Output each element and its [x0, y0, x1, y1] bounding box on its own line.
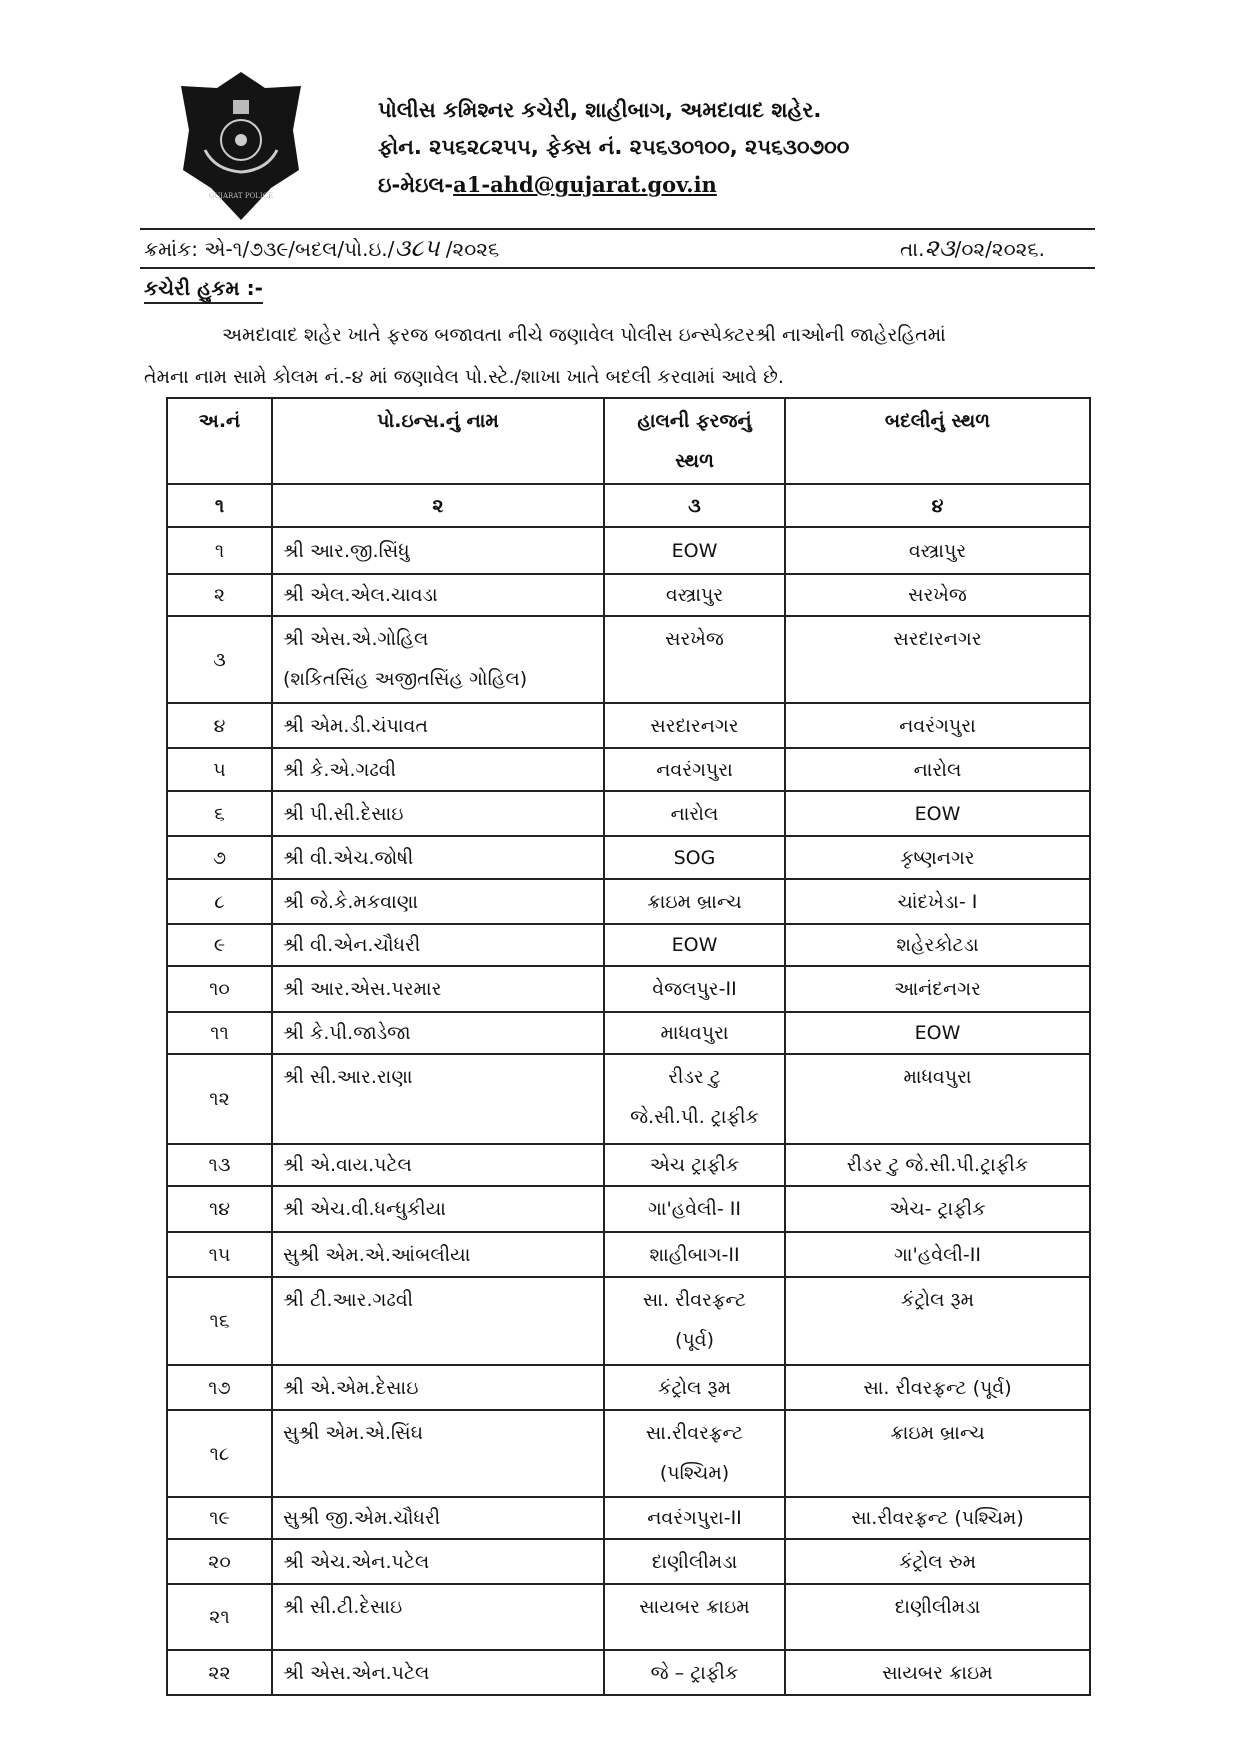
- column-number: ૪: [785, 484, 1090, 527]
- current-posting-cell: [604, 1497, 785, 1539]
- current-posting-cell: [604, 1277, 785, 1365]
- serial-number-cell: [167, 1277, 272, 1365]
- office-email-line: [378, 172, 717, 198]
- officer-name-cell-text: શ્રી એમ.ડી.ચંપાવત: [283, 714, 428, 737]
- serial-number-cell: [167, 1539, 272, 1584]
- gujarat-police-logo: [175, 70, 307, 222]
- current-posting-cell-text: ક્રાઇમ બ્રાન્ચ: [647, 890, 742, 913]
- table-row: [167, 836, 1090, 879]
- table-row: [167, 1410, 1090, 1497]
- current-posting-cell: [604, 527, 785, 574]
- current-posting-cell: [604, 616, 785, 703]
- officer-name-cell: [272, 574, 604, 616]
- serial-number-cell: [167, 1186, 272, 1232]
- date-handwritten-day: ૨૩: [924, 234, 955, 262]
- transfer-table: [166, 397, 1091, 1696]
- table-column-number-row: [167, 484, 1090, 527]
- transfer-posting-cell-text: કંટ્રોલ રૂમ: [900, 1289, 975, 1311]
- svg-text:GUJARAT POLICE: GUJARAT POLICE: [208, 192, 274, 200]
- table-row: [167, 924, 1090, 966]
- officer-name-cell-text: શ્રી એસ.એન.પટેલ: [283, 1661, 430, 1684]
- table-row: [167, 1650, 1090, 1695]
- officer-name-cell-text: (શકિતસિંહ અજીતસિંહ ગોહિલ): [283, 668, 528, 690]
- transfer-posting-cell: [785, 1054, 1090, 1144]
- serial-number-cell-text: ૩: [213, 648, 226, 671]
- officer-name-cell-text: શ્રી એચ.વી.ધન્ધુકીયા: [283, 1198, 446, 1220]
- current-posting-cell: [604, 748, 785, 791]
- transfer-posting-cell: [785, 616, 1090, 703]
- order-heading: કચેરી હુકમ :-: [144, 276, 263, 304]
- officer-name-cell-text: શ્રી કે.એ.ગઢવી: [283, 758, 397, 781]
- transfer-posting-cell-text: સા.રીવરફ્રન્ટ (પશ્ચિમ): [851, 1507, 1024, 1529]
- current-posting-cell-text: દાણીલીમડા: [651, 1550, 738, 1573]
- serial-number-cell: [167, 1410, 272, 1497]
- transfer-posting-cell-text: દાણીલીમડા: [894, 1596, 981, 1618]
- transfer-posting-cell-text: આનંદનગર: [894, 978, 981, 1000]
- current-posting-cell: [604, 703, 785, 748]
- current-posting-cell: [604, 1012, 785, 1054]
- table-row: [167, 1144, 1090, 1186]
- transfer-posting-cell-text: સાયબર ક્રાઇમ: [882, 1661, 993, 1684]
- officer-name-cell: [272, 1584, 604, 1650]
- order-paragraph-line1: અમદાવાદ શહેર ખાતે ફરજ બજાવતા નીચે જણાવેલ પોલીસ ઇન્સ્પેક્ટરશ્રી નાઓની જાહેરહિતમાં: [222, 324, 946, 346]
- officer-name-cell: [272, 1277, 604, 1365]
- current-posting-cell-text: EOW: [671, 934, 718, 956]
- current-posting-cell: [604, 1650, 785, 1695]
- officer-name-cell-text: શ્રી આર.એસ.પરમાર: [283, 978, 442, 1000]
- current-posting-cell: [604, 1232, 785, 1277]
- table-row: [167, 1277, 1090, 1365]
- current-posting-cell-text: કંટ્રોલ રૂમ: [657, 1376, 732, 1399]
- order-date: [900, 234, 1045, 262]
- current-posting-cell-text: સરખેજ: [665, 628, 724, 650]
- serial-number-cell: [167, 924, 272, 966]
- current-posting-cell-text: EOW: [671, 539, 718, 562]
- current-posting-cell-text: એચ ટ્રાફીક: [649, 1154, 740, 1176]
- date-prefix: તા.: [900, 237, 925, 261]
- current-posting-cell-text: નવરંગપુરા: [656, 758, 733, 781]
- officer-name-cell: [272, 616, 604, 703]
- serial-number-cell-text: ૧૨: [209, 1088, 230, 1110]
- transfer-posting-cell-text: કંટ્રોલ રુમ: [899, 1550, 976, 1573]
- current-posting-cell: [604, 574, 785, 616]
- current-posting-cell: [604, 1054, 785, 1144]
- table-row: [167, 574, 1090, 616]
- officer-name-cell: [272, 836, 604, 879]
- serial-number-cell-text: ૯: [213, 934, 226, 956]
- header-transfer-posting: બદલીનું સ્થળ: [785, 398, 1090, 484]
- serial-number-cell: [167, 1054, 272, 1144]
- serial-number-cell-text: ૧૬: [209, 1310, 230, 1332]
- current-posting-cell-text: (પૂર્વ): [675, 1329, 714, 1351]
- transfer-posting-cell: [785, 1365, 1090, 1410]
- transfer-posting-cell: [785, 1232, 1090, 1277]
- officer-name-cell: [272, 748, 604, 791]
- officer-name-cell-text: શ્રી સી.આર.રાણા: [283, 1066, 413, 1088]
- transfer-posting-cell: [785, 1186, 1090, 1232]
- table-row: [167, 703, 1090, 748]
- table-row: [167, 1497, 1090, 1539]
- table-row: [167, 966, 1090, 1012]
- table-row: [167, 1012, 1090, 1054]
- officer-name-cell: [272, 924, 604, 966]
- current-posting-cell: [604, 1584, 785, 1650]
- current-posting-cell: [604, 836, 785, 879]
- transfer-posting-cell-text: EOW: [914, 802, 961, 825]
- officer-name-cell-text: શ્રી એચ.એન.પટેલ: [283, 1550, 430, 1573]
- table-row: [167, 1232, 1090, 1277]
- transfer-posting-cell-text: EOW: [914, 1022, 961, 1044]
- current-posting-cell-text: સા. રીવરફ્રન્ટ: [642, 1289, 747, 1311]
- transfer-posting-cell-text: માધવપુરા: [903, 1066, 972, 1088]
- current-posting-cell-text: SOG: [673, 846, 716, 869]
- transfer-posting-cell-text: વસ્ત્રાપુર: [908, 539, 967, 562]
- transfer-posting-cell-text: ચાંદખેડા- I: [897, 890, 978, 913]
- serial-number-cell-text: ૧૭: [208, 1376, 231, 1399]
- transfer-posting-cell-text: નારોલ: [913, 758, 962, 781]
- table-row: [167, 1584, 1090, 1650]
- serial-number-cell: [167, 703, 272, 748]
- transfer-posting-cell: [785, 1497, 1090, 1539]
- serial-number-cell-text: ૧૩: [208, 1154, 231, 1176]
- officer-name-cell-text: શ્રી પી.સી.દેસાઇ: [283, 802, 404, 825]
- serial-number-cell: [167, 791, 272, 836]
- transfer-posting-cell: [785, 1012, 1090, 1054]
- current-posting-cell-text: માધવપુરા: [660, 1022, 729, 1044]
- serial-number-cell: [167, 574, 272, 616]
- officer-name-cell: [272, 791, 604, 836]
- serial-number-cell-text: ૧૪: [208, 1198, 231, 1220]
- transfer-posting-cell-text: સરદારનગર: [893, 628, 982, 650]
- table-row: [167, 1054, 1090, 1144]
- current-posting-cell-text: જે – ટ્રાફીક: [650, 1661, 739, 1684]
- table-row: [167, 527, 1090, 574]
- transfer-posting-cell-text: સા. રીવરફ્રન્ટ (પૂર્વ): [863, 1376, 1012, 1399]
- serial-number-cell-text: ૨૧: [209, 1606, 230, 1628]
- officer-name-cell: [272, 1012, 604, 1054]
- reference-handwritten-number: ૩૮૫: [394, 234, 440, 262]
- office-address: પોલીસ કમિશ્નર કચેરી, શાહીબાગ, અમદાવાદ શહેર.: [378, 98, 822, 122]
- current-posting-cell: [604, 966, 785, 1012]
- officer-name-cell-text: શ્રી આર.જી.સિંધુ: [283, 539, 410, 562]
- transfer-posting-cell: [785, 879, 1090, 924]
- transfer-posting-cell: [785, 1277, 1090, 1365]
- serial-number-cell: [167, 616, 272, 703]
- column-number: ૨: [272, 484, 604, 527]
- serial-number-cell: [167, 748, 272, 791]
- officer-name-cell: [272, 703, 604, 748]
- serial-number-cell-text: ૫: [213, 758, 226, 781]
- transfer-posting-cell-text: શહેરકોટડા: [896, 934, 979, 956]
- table-row: [167, 748, 1090, 791]
- serial-number-cell-text: ૧૧: [210, 1022, 229, 1044]
- transfer-posting-cell-text: રીડર ટુ જે.સી.પી.ટ્રાફીક: [846, 1154, 1029, 1176]
- table-header-row: [167, 398, 1090, 484]
- current-posting-cell: [604, 1144, 785, 1186]
- current-posting-cell-text: જે.સી.પી. ટ્રાફીક: [630, 1106, 759, 1128]
- officer-name-cell: [272, 966, 604, 1012]
- officer-name-cell: [272, 879, 604, 924]
- serial-number-cell-text: ૭: [212, 846, 227, 869]
- serial-number-cell-text: ૨: [213, 584, 226, 606]
- serial-number-cell-text: ૪: [213, 714, 226, 737]
- officer-name-cell-text: સુશ્રી એમ.એ.સિંઘ: [283, 1422, 424, 1444]
- current-posting-cell-text: નવરંગપુરા-II: [647, 1507, 742, 1529]
- serial-number-cell: [167, 836, 272, 879]
- transfer-posting-cell-text: કૃષ્ણનગર: [900, 846, 975, 869]
- table-row: [167, 879, 1090, 924]
- current-posting-cell-text: (પશ્ચિમ): [659, 1462, 730, 1484]
- email-link[interactable]: a1-ahd@gujarat.gov.in: [453, 172, 717, 197]
- current-posting-cell-text: શાહીબાગ-II: [649, 1243, 740, 1266]
- table-row: [167, 791, 1090, 836]
- officer-name-cell-text: શ્રી એલ.એલ.ચાવડા: [283, 584, 438, 606]
- serial-number-cell: [167, 1497, 272, 1539]
- date-suffix: /૦૨/૨૦૨૬.: [954, 237, 1045, 261]
- current-posting-cell-text: સરદારનગર: [650, 714, 739, 737]
- current-posting-cell-text: વેજલપુર-II: [652, 978, 737, 1000]
- transfer-posting-cell: [785, 836, 1090, 879]
- officer-name-cell-text: શ્રી એ.એમ.દેસાઇ: [283, 1376, 419, 1399]
- serial-number-cell-text: ૨૨: [208, 1661, 231, 1684]
- transfer-posting-cell-text: નવરંગપુરા: [899, 714, 976, 737]
- serial-number-cell: [167, 1232, 272, 1277]
- transfer-posting-cell: [785, 924, 1090, 966]
- serial-number-cell-text: ૬: [214, 802, 225, 825]
- office-phone-fax: ફોન. ૨૫૬૨૮૨૫૫, ફેક્સ નં. ૨૫૬૩૦૧૦૦, ૨૫૬૩૦૭૦૦: [378, 135, 850, 159]
- transfer-posting-cell: [785, 1650, 1090, 1695]
- serial-number-cell-text: ૧૫: [208, 1243, 231, 1266]
- serial-number-cell: [167, 527, 272, 574]
- officer-name-cell-text: શ્રી કે.પી.જાડેજા: [283, 1022, 411, 1044]
- serial-number-cell-text: ૧૮: [209, 1442, 230, 1465]
- serial-number-cell: [167, 1584, 272, 1650]
- header-serial: અ.નં: [167, 398, 272, 484]
- table-row: [167, 1186, 1090, 1232]
- divider-top: [140, 228, 1095, 230]
- transfer-posting-cell-text: એચ- ટ્રાફીક: [889, 1198, 986, 1220]
- officer-name-cell-text: શ્રી એસ.એ.ગોહિલ: [283, 628, 429, 650]
- current-posting-cell: [604, 1539, 785, 1584]
- serial-number-cell: [167, 1650, 272, 1695]
- current-posting-cell: [604, 924, 785, 966]
- reference-suffix: /૨૦૨૬: [445, 237, 500, 261]
- column-number: ૧: [167, 484, 272, 527]
- transfer-posting-cell: [785, 791, 1090, 836]
- table-row: [167, 616, 1090, 703]
- table-row: [167, 1539, 1090, 1584]
- officer-name-cell-text: શ્રી વી.એન.ચૌધરી: [283, 934, 421, 956]
- officer-name-cell-text: શ્રી જે.કે.મકવાણા: [283, 890, 418, 913]
- officer-name-cell: [272, 527, 604, 574]
- current-posting-cell-text: નારોલ: [670, 802, 719, 825]
- officer-name-cell: [272, 1365, 604, 1410]
- transfer-posting-cell: [785, 1539, 1090, 1584]
- serial-number-cell: [167, 879, 272, 924]
- serial-number-cell-text: ૮: [214, 890, 225, 913]
- serial-number-cell-text: ૧: [214, 539, 225, 562]
- order-paragraph-line2: તેમના નામ સામે કોલમ નં.-૪ માં જણાવેલ પો.સ્ટે./શાખા ખાતે બદલી કરવામાં આવે છે.: [144, 366, 784, 388]
- transfer-posting-cell: [785, 527, 1090, 574]
- email-label: ઇ-મેઇલ-: [378, 173, 454, 197]
- serial-number-cell-text: ૧૯: [209, 1507, 230, 1529]
- officer-name-cell: [272, 1144, 604, 1186]
- officer-name-cell-text: શ્રી ટી.આર.ગઢવી: [283, 1289, 414, 1311]
- officer-name-cell-text: શ્રી એ.વાય.પટેલ: [283, 1154, 412, 1176]
- current-posting-cell-text: વસ્ત્રાપુર: [665, 584, 724, 606]
- current-posting-cell: [604, 1186, 785, 1232]
- officer-name-cell: [272, 1054, 604, 1144]
- current-posting-cell-text: રીડર ટુ: [668, 1066, 721, 1088]
- serial-number-cell: [167, 966, 272, 1012]
- table-row: [167, 1365, 1090, 1410]
- officer-name-cell-text: શ્રી વી.એચ.જોષી: [283, 846, 414, 869]
- transfer-posting-cell: [785, 703, 1090, 748]
- current-posting-cell-text: સા.રીવરફ્રન્ટ: [645, 1422, 744, 1444]
- officer-name-cell: [272, 1497, 604, 1539]
- current-posting-cell: [604, 791, 785, 836]
- transfer-posting-cell-text: ગા'હવેલી-II: [894, 1243, 981, 1266]
- header-current-posting: હાલની ફરજનું સ્થળ: [604, 398, 785, 484]
- current-posting-cell: [604, 1365, 785, 1410]
- current-posting-cell: [604, 1410, 785, 1497]
- serial-number-cell-text: ૨૦: [208, 1550, 231, 1573]
- reference-prefix: ક્રમાંક: એ-૧/૭૩૯/બદલ/પો.ઇ./: [144, 237, 395, 261]
- transfer-posting-cell: [785, 1584, 1090, 1650]
- officer-name-cell: [272, 1410, 604, 1497]
- serial-number-cell: [167, 1365, 272, 1410]
- transfer-posting-cell-text: સરખેજ: [908, 584, 967, 606]
- officer-name-cell: [272, 1232, 604, 1277]
- officer-name-cell-text: સુશ્રી એમ.એ.આંબલીયા: [283, 1243, 471, 1266]
- serial-number-cell: [167, 1144, 272, 1186]
- current-posting-cell-text: સાયબર ક્રાઇમ: [639, 1596, 750, 1618]
- transfer-posting-cell-text: ક્રાઇમ બ્રાન્ચ: [890, 1422, 985, 1444]
- transfer-posting-cell: [785, 574, 1090, 616]
- header-name: પો.ઇન્સ.નું નામ: [272, 398, 604, 484]
- transfer-posting-cell: [785, 1144, 1090, 1186]
- officer-name-cell-text: સુશ્રી જી.એમ.ચૌધરી: [283, 1507, 441, 1529]
- officer-name-cell: [272, 1539, 604, 1584]
- serial-number-cell: [167, 1012, 272, 1054]
- reference-number: [144, 234, 499, 262]
- serial-number-cell-text: ૧૦: [209, 978, 230, 1000]
- column-number: ૩: [604, 484, 785, 527]
- transfer-posting-cell: [785, 1410, 1090, 1497]
- officer-name-cell-text: શ્રી સી.ટી.દેસાઇ: [283, 1596, 403, 1618]
- transfer-posting-cell: [785, 966, 1090, 1012]
- current-posting-cell: [604, 879, 785, 924]
- divider-bottom: [140, 267, 1095, 269]
- transfer-posting-cell: [785, 748, 1090, 791]
- officer-name-cell: [272, 1650, 604, 1695]
- officer-name-cell: [272, 1186, 604, 1232]
- current-posting-cell-text: ગા'હવેલી- II: [648, 1198, 741, 1220]
